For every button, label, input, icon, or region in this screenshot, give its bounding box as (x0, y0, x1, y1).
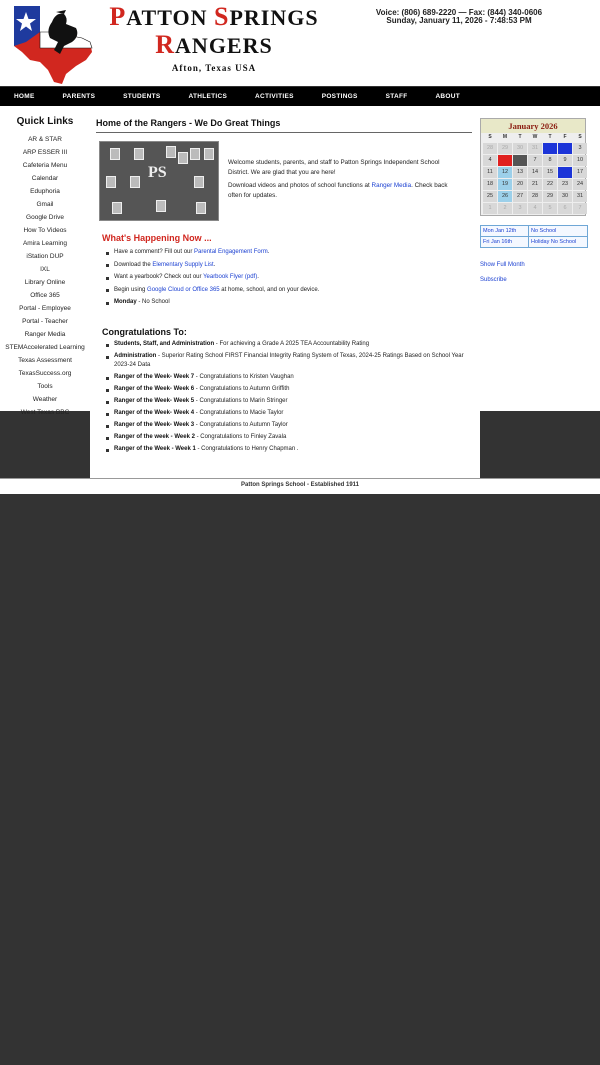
congratulations-heading: Congratulations To: (102, 327, 187, 337)
calendar-day[interactable]: 10 (573, 155, 587, 166)
list-item: Want a yearbook? Check out our Yearbook Flyer (pdf). (102, 273, 462, 282)
calendar-day[interactable]: 6 (513, 155, 527, 166)
calendar-weekday: W (532, 134, 538, 140)
yearbook-flyer-link[interactable]: Yearbook Flyer (pdf) (203, 274, 258, 280)
calendar-day[interactable]: 31 (573, 191, 587, 202)
calendar-weekday: M (502, 134, 508, 140)
congratulations-list (102, 340, 466, 457)
calendar-day[interactable]: 11 (483, 167, 497, 178)
calendar-day[interactable]: 28 (483, 143, 497, 154)
school-name[interactable]: PATTON SPRINGS RANGERS Afton, Texas USA (104, 4, 324, 73)
calendar-day[interactable]: 25 (483, 191, 497, 202)
calendar-day[interactable]: 30 (558, 191, 572, 202)
list-item: Monday - No School (102, 298, 462, 307)
school-location: Afton, Texas USA (171, 63, 257, 73)
list-item: Ranger of the Week- Week 5 - Congratulations to Marin Stringer (102, 397, 466, 406)
supply-list-link[interactable]: Elementary Supply List (152, 261, 214, 268)
calendar-grid (481, 133, 585, 215)
calendar-weekday: F (563, 134, 567, 140)
quick-link[interactable]: Portal - Employee (19, 305, 71, 312)
calendar-day[interactable]: 20 (513, 179, 527, 190)
calendar-day[interactable]: 29 (543, 191, 557, 202)
calendar-day[interactable]: 16 (558, 167, 572, 178)
quick-link[interactable]: Gmail (36, 201, 54, 208)
calendar-day[interactable]: 31 (528, 143, 542, 154)
parental-engagement-link[interactable]: Parental Engagement Form (194, 249, 268, 255)
calendar-day[interactable]: 18 (483, 179, 497, 190)
event-title[interactable]: Holiday No School (531, 239, 577, 245)
calendar-day[interactable]: 7 (573, 203, 587, 214)
quick-link[interactable]: Calendar (31, 175, 59, 182)
calendar-events (480, 225, 588, 248)
quick-link[interactable]: STEMAccelerated Learning (5, 344, 85, 351)
main-content (96, 118, 472, 452)
whats-happening-heading: What's Happening Now ... (102, 233, 212, 243)
main-nav (0, 87, 600, 106)
list-item: Students, Staff, and Administration - For achieving a Grade A 2025 TEA Accountability Rating (102, 340, 466, 349)
quick-link[interactable]: Weather (32, 396, 58, 403)
calendar-weekday: S (578, 134, 582, 140)
calendar-day[interactable]: 21 (528, 179, 542, 190)
calendar-weekday: T (518, 134, 522, 140)
calendar-day[interactable]: 5 (543, 203, 557, 214)
list-item: Begin using Google Cloud or Office 365 at home, school, and on your device. (102, 286, 462, 295)
quick-links-sidebar (0, 116, 90, 419)
list-item: Ranger of the Week- Week 6 - Congratulations to Autumn Griffith (102, 385, 466, 394)
list-item: Ranger of the week - Week 2 - Congratulations to Finley Zavala (102, 433, 466, 442)
quick-link[interactable]: Google Drive (26, 214, 64, 221)
event-row[interactable] (481, 226, 587, 237)
list-item: Download the Elementary Supply List. (102, 261, 462, 270)
calendar-day[interactable]: 22 (543, 179, 557, 190)
list-item: Ranger of the Week- Week 4 - Congratulations to Macie Taylor (102, 409, 466, 418)
calendar-day[interactable]: 17 (573, 167, 587, 178)
nav-athletics[interactable]: ATHLETICS (188, 93, 228, 100)
welcome-text (228, 158, 448, 204)
list-item: Ranger of the Week - Week 1 - Congratulations to Henry Chapman . (102, 445, 466, 454)
current-date: Sunday, January 11, 2026 - 7:48:53 PM (386, 16, 532, 25)
calendar-day[interactable]: 1 (483, 203, 497, 214)
texas-ranger-logo[interactable] (6, 2, 98, 86)
nav-home[interactable]: HOME (13, 93, 35, 100)
welcome-media-paragraph: Download videos and photos of school functions at Ranger Media. Check back often for updates. (228, 182, 448, 199)
quick-link[interactable]: Texas Assessment (18, 357, 72, 364)
quick-link[interactable]: How To Videos (23, 227, 67, 234)
calendar-day[interactable]: 7 (528, 155, 542, 166)
subscribe-link[interactable]: Subscribe (480, 277, 507, 283)
event-title[interactable]: No School (531, 228, 557, 234)
calendar-day[interactable]: 26 (498, 191, 512, 202)
list-item: Ranger of the Week- Week 7 - Congratulations to Kristen Vaughan (102, 373, 466, 382)
nav-about[interactable]: ABOUT (435, 93, 461, 100)
calendar-links (480, 258, 525, 288)
quick-link[interactable]: West Texas BBC (20, 409, 70, 416)
calendar-day[interactable]: 1 (543, 143, 557, 154)
calendar-day[interactable]: 23 (558, 179, 572, 190)
calendar-day[interactable]: 3 (573, 143, 587, 154)
photo-logo-text: PS (148, 164, 167, 181)
quick-link[interactable]: ARP ESSER III (22, 149, 68, 156)
ranger-media-link[interactable]: Ranger Media (371, 182, 412, 189)
quick-link[interactable]: Portal - Teacher (22, 318, 68, 325)
calendar-day[interactable]: 2 (558, 143, 572, 154)
contact-info (352, 9, 566, 25)
quick-link[interactable]: Library Online (24, 279, 66, 286)
calendar-day[interactable]: 14 (528, 167, 542, 178)
calendar-day[interactable]: 8 (543, 155, 557, 166)
nav-activities[interactable]: ACTIVITIES (255, 93, 294, 100)
quick-link[interactable]: Tools (37, 383, 53, 390)
google-office-link[interactable]: Google Cloud or Office 365 (147, 286, 220, 293)
mini-calendar (480, 118, 586, 216)
calendar-day[interactable]: 15 (543, 167, 557, 178)
quick-links-title: Quick Links (16, 116, 74, 127)
calendar-day[interactable]: 4 (528, 203, 542, 214)
calendar-day[interactable]: 5 (498, 155, 512, 166)
calendar-month-title: January 2026 (481, 119, 585, 133)
site-header (0, 0, 600, 86)
calendar-day[interactable]: 13 (513, 167, 527, 178)
calendar-day[interactable]: 9 (558, 155, 572, 166)
quick-link[interactable]: Eduphoria (30, 188, 60, 195)
calendar-day[interactable]: 24 (573, 179, 587, 190)
calendar-day[interactable]: 3 (513, 203, 527, 214)
event-row[interactable] (481, 237, 587, 247)
staff-photo[interactable] (99, 141, 219, 221)
calendar-day[interactable]: 19 (498, 179, 512, 190)
calendar-day[interactable]: 30 (513, 143, 527, 154)
quick-link[interactable]: Cafeteria Menu (22, 162, 68, 169)
list-item: Administration - Superior Rating School FIRST Financial Integrity Rating System of Texas, 2024-25 Ratings Based on School Year 2023-24 Data (102, 352, 466, 370)
quick-link[interactable]: Amira Learning (22, 240, 68, 247)
list-item: Have a comment? Fill out our Parental Engagement Form. (102, 248, 462, 257)
quick-link[interactable]: Office 365 (30, 292, 60, 299)
calendar-weekday: T (548, 134, 552, 140)
whats-happening-list (102, 248, 462, 311)
nav-staff[interactable]: STAFF (385, 93, 408, 100)
phone-fax: Voice: (806) 689-2220 — Fax: (844) 340-0606 (375, 8, 543, 17)
quick-link[interactable]: TexasSuccess.org (18, 370, 72, 377)
show-full-month-link[interactable]: Show Full Month (480, 262, 525, 268)
page-title: Home of the Rangers - We Do Great Things (96, 118, 472, 133)
calendar-day[interactable]: 4 (483, 155, 497, 166)
calendar-day[interactable]: 2 (498, 203, 512, 214)
calendar-day[interactable]: 29 (498, 143, 512, 154)
welcome-paragraph: Welcome students, parents, and staff to Patton Springs Independent School District. We are glad that you are here! (228, 159, 440, 176)
quick-link[interactable]: Ranger Media (24, 331, 66, 338)
calendar-day[interactable]: 12 (498, 167, 512, 178)
calendar-day[interactable]: 28 (528, 191, 542, 202)
event-date: Fri Jan 16th (481, 237, 529, 247)
calendar-day[interactable]: 6 (558, 203, 572, 214)
nav-parents[interactable]: PARENTS (62, 93, 96, 100)
nav-students[interactable]: STUDENTS (123, 93, 161, 100)
event-date: Mon Jan 12th (481, 226, 529, 236)
nav-postings[interactable]: POSTINGS (321, 93, 358, 100)
quick-link[interactable]: AR & STAR (28, 136, 62, 143)
list-item: Ranger of the Week- Week 3 - Congratulations to Autumn Taylor (102, 421, 466, 430)
footer-text: Patton Springs School - Established 1911 (240, 482, 360, 488)
calendar-day[interactable]: 27 (513, 191, 527, 202)
calendar-weekday: S (488, 134, 492, 140)
quick-link[interactable]: iStation DUP (26, 253, 64, 260)
quick-link[interactable]: IXL (40, 266, 50, 273)
